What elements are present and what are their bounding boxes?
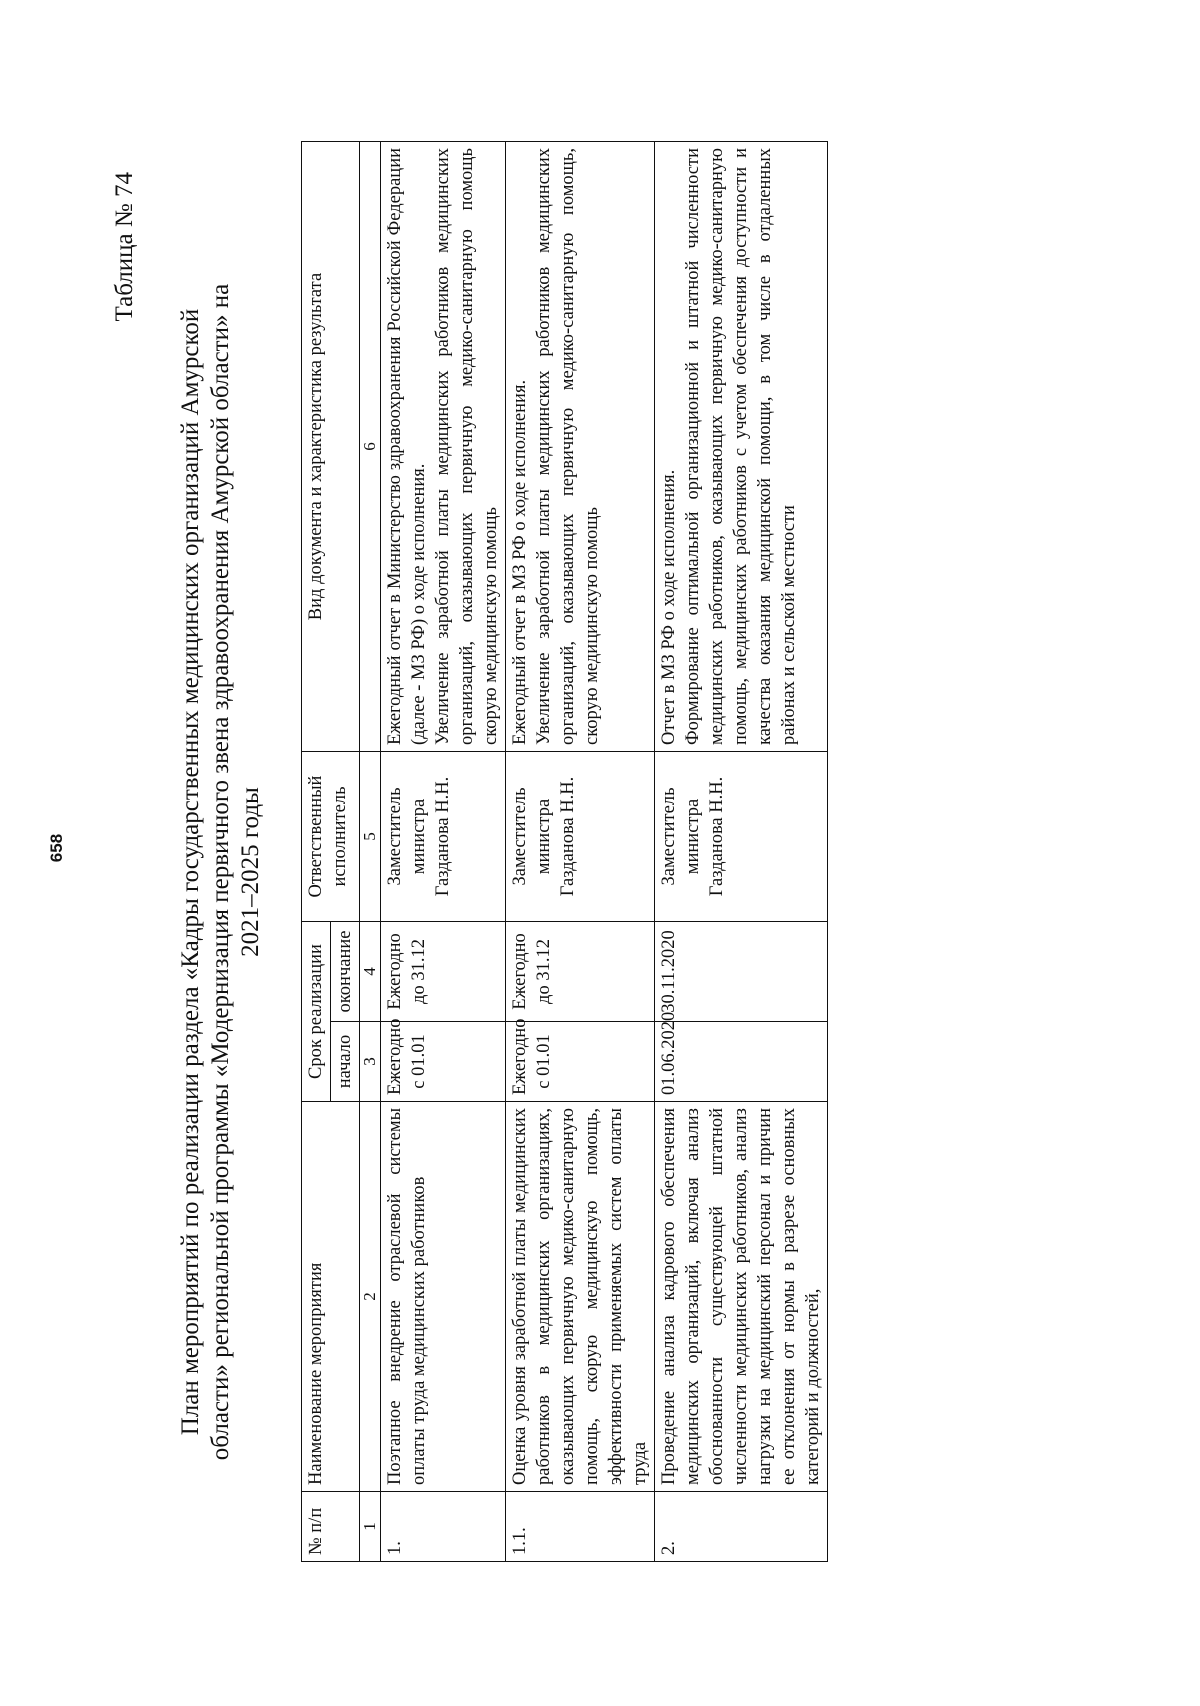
row-end: Ежегодно до 31.12 (506, 922, 655, 1022)
index-cell: 1 (360, 1492, 381, 1562)
result-paragraph: Ежегодный отчет в МЗ РФ о ходе исполнения. (510, 379, 530, 745)
row-start: 01.06.2020 (655, 1022, 828, 1102)
rotated-page (16, 52, 1176, 1692)
result-paragraph: Формирование оптимальной организационной и штатной численности медицинских работников, оказывающих первичную медико-санитарную помощь, медицинских работников с учетом обеспечения доступности и качества оказания медицинской помощи, в том числе в отдаленных районах и сельской местности (683, 148, 799, 745)
index-cell: 4 (360, 922, 381, 1022)
row-responsible: Заместитель министра Газданова Н.Н. (381, 752, 506, 922)
header-num: № п/п (302, 1492, 360, 1562)
row-start: Ежегодно с 01.01 (381, 1022, 506, 1102)
row-responsible: Заместитель министра Газданова Н.Н. (655, 752, 828, 922)
result-paragraph: Увеличение заработной платы медицинских работников медицинских организаций, оказывающих первичную медико-санитарную помощь скорую медицинскую помощь (433, 148, 501, 745)
row-num: 2. (655, 1492, 828, 1562)
index-cell: 6 (360, 142, 381, 752)
header-end: окончание (331, 922, 360, 1022)
index-cell: 3 (360, 1022, 381, 1102)
row-responsible: Заместитель министра Газданова Н.Н. (506, 752, 655, 922)
header-start: начало (331, 1022, 360, 1102)
row-result (381, 142, 506, 752)
row-name: Поэтапное внедрение отраслевой системы оплаты труда медицинских работников (381, 1102, 506, 1492)
index-row (360, 142, 381, 1562)
table-row (655, 142, 828, 1562)
header-term: Срок реализации (302, 922, 331, 1102)
row-result (506, 142, 655, 752)
table-row (381, 142, 506, 1562)
row-end: Ежегодно до 31.12 (381, 922, 506, 1022)
title-line: области» региональной программы «Модернизация первичного звена здравоохранения Амурской области» на (207, 283, 234, 1461)
plan-table (301, 141, 828, 1562)
index-cell: 5 (360, 752, 381, 922)
title-line: План мероприятий по реализации раздела «Кадры государственных медицинских организаций Амурской (177, 308, 204, 1436)
page-number: 658 (47, 833, 66, 863)
result-paragraph: Отчет в МЗ РФ о ходе исполнения. (659, 469, 679, 745)
row-name: Проведение анализа кадрового обеспечения медицинских организаций, включая анализ обоснованности существующей штатной численности медицинских работников, анализ нагрузки на медицинский персонал и причин ее отклонения от нормы в разрезе основных категорий и должностей, (655, 1102, 828, 1492)
header-name: Наименование мероприятия (302, 1102, 360, 1492)
result-paragraph: Увеличение заработной платы медицинских работников медицинских организаций, оказывающих первичную медико-санитарную помощь, скорую медицинскую помощь (534, 148, 602, 745)
header-result: Вид документа и характеристика результата (302, 142, 360, 752)
row-result (655, 142, 828, 752)
row-end: 30.11.2020 (655, 922, 828, 1022)
title-line: 2021–2025 годы (237, 787, 264, 957)
row-start: Ежегодно с 01.01 (506, 1022, 655, 1102)
row-name: Оценка уровня заработной платы медицинских работников в медицинских организациях, оказывающих первичную медико-санитарную помощь, скорую медицинскую помощь, эффективности применяемых систем оплаты труда (506, 1102, 655, 1492)
table-row (506, 142, 655, 1562)
table-number: Таблица № 74 (111, 172, 138, 322)
row-num: 1.1. (506, 1492, 655, 1562)
document-title (176, 172, 266, 1572)
header-row (302, 142, 331, 1562)
header-responsible: Ответственный исполнитель (302, 752, 360, 922)
index-cell: 2 (360, 1102, 381, 1492)
result-paragraph: Ежегодный отчет в Министерство здравоохранения Российской Федерации (далее - МЗ РФ) о ходе исполнения. (385, 148, 429, 745)
row-num: 1. (381, 1492, 506, 1562)
